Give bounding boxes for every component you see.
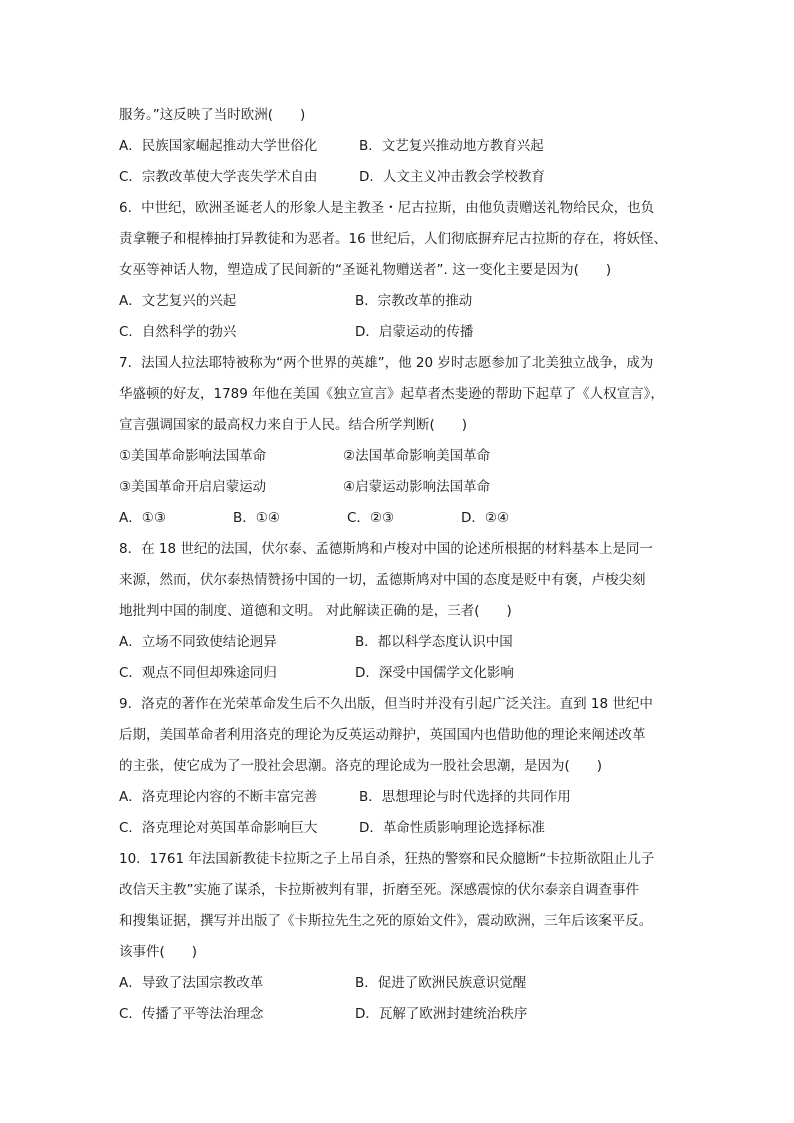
q5-option-c: C．宗教改革使大学丧失学术自由 (119, 169, 318, 185)
q8-option-b: B．都以科学态度认识中国 (355, 634, 513, 650)
question-7-text: 华盛顿的好友，1789 年他在美国《独立宣言》起草者杰斐逊的帮助下起草了《人权宣言》， (119, 386, 664, 402)
question-6-text: 6．中世纪，欧洲圣诞老人的形象人是主教圣・尼古拉斯，由他负责赠送礼物给民众，也负 (119, 200, 655, 216)
question-10-text: 和搜集证据，撰写并出版了《卡斯拉先生之死的原始文件》，震动欧洲，三年后该案平反。 (119, 913, 653, 929)
q8-option-d: D．深受中国儒学文化影响 (355, 665, 514, 681)
question-9-text: 的主张，使它成为了一股社会思潮。洛克的理论成为一股社会思潮，是因为( ) (119, 758, 603, 774)
question-10-text: 改信天主教”实施了谋杀，卡拉斯被判有罪，折磨至死。深感震惊的伏尔泰亲自调查事件 (119, 882, 639, 898)
q6-option-a: A．文艺复兴的兴起 (119, 293, 237, 309)
question-6-text: 责拿鞭子和棍棒抽打异教徒和为恶者。16 世纪后，人们彻底摒弃尼古拉斯的存在，将妖怪、 (119, 231, 667, 247)
question-8-text: 8．在 18 世纪的法国，伏尔泰、孟德斯鸠和卢梭对中国的论述所根据的材料基本上是同一 (119, 541, 653, 557)
q9-option-c: C．洛克理论对英国革命影响巨大 (119, 820, 318, 836)
q7-statement-3: ③美国革命开启启蒙运动 (119, 479, 267, 495)
q7-option-d: D．②④ (461, 510, 510, 526)
q6-option-c: C．自然科学的勃兴 (119, 324, 237, 340)
q7-statement-4: ④启蒙运动影响法国革命 (343, 479, 491, 495)
question-9-text: 后期，美国革命者利用洛克的理论为反英运动辩护，英国国内也借助他的理论来阐述改革 (119, 727, 646, 743)
q9-option-d: D．革命性质影响理论选择标准 (359, 820, 545, 836)
q8-option-a: A．立场不同致使结论迥异 (119, 634, 277, 650)
q9-option-b: B．思想理论与时代选择的共同作用 (359, 789, 571, 805)
question-10-text: 该事件( ) (119, 944, 198, 960)
q7-option-a: A．①③ (119, 510, 166, 526)
q10-option-b: B．促进了欧洲民族意识觉醒 (355, 975, 527, 991)
q5-option-d: D．人文主义冲击教会学校教育 (359, 169, 545, 185)
question-8-text: 来源，然而，伏尔泰热情赞扬中国的一切，孟德斯鸠对中国的态度是贬中有褒，卢梭尖刻 (119, 572, 646, 588)
q9-option-a: A．洛克理论内容的不断丰富完善 (119, 789, 318, 805)
q10-option-c: C．传播了平等法治理念 (119, 1006, 264, 1022)
question-7-text: 宣言强调国家的最高权力来自于人民。结合所学判断( ) (119, 417, 468, 433)
question-6-text: 女巫等神话人物，塑造成了民间新的“圣诞礼物赠送者”. 这一变化主要是因为( ) (119, 262, 612, 278)
q10-option-a: A．导致了法国宗教改革 (119, 975, 264, 991)
q10-option-d: D．瓦解了欧洲封建统治秩序 (355, 1006, 528, 1022)
question-10-text: 10．1761 年法国新教徒卡拉斯之子上吊自杀，狂热的警察和民众臆断“卡拉斯欲阻止儿子 (119, 851, 655, 867)
q6-option-b: B．宗教改革的推动 (355, 293, 473, 309)
question-7-text: 7．法国人拉法耶特被称为“两个世界的英雄”，他 20 岁时志愿参加了北美独立战争，成为 (119, 355, 654, 371)
question-5-text: 服务。”这反映了当时欧洲( ) (119, 107, 306, 123)
q5-option-a: A．民族国家崛起推动大学世俗化 (119, 138, 318, 154)
q7-option-c: C．②③ (347, 510, 395, 526)
q7-statement-1: ①美国革命影响法国革命 (119, 448, 267, 464)
question-9-text: 9．洛克的著作在光荣革命发生后不久出版，但当时并没有引起广泛关注。直到 18 世纪中 (119, 696, 653, 712)
q5-option-b: B．文艺复兴推动地方教育兴起 (359, 138, 544, 154)
q7-statement-2: ②法国革命影响美国革命 (343, 448, 491, 464)
q6-option-d: D．启蒙运动的传播 (355, 324, 474, 340)
q8-option-c: C．观点不同但却殊途同归 (119, 665, 277, 681)
q7-option-b: B．①④ (233, 510, 280, 526)
question-8-text: 地批判中国的制度、道德和文明。 对此解读正确的是，三者( ) (119, 603, 512, 619)
